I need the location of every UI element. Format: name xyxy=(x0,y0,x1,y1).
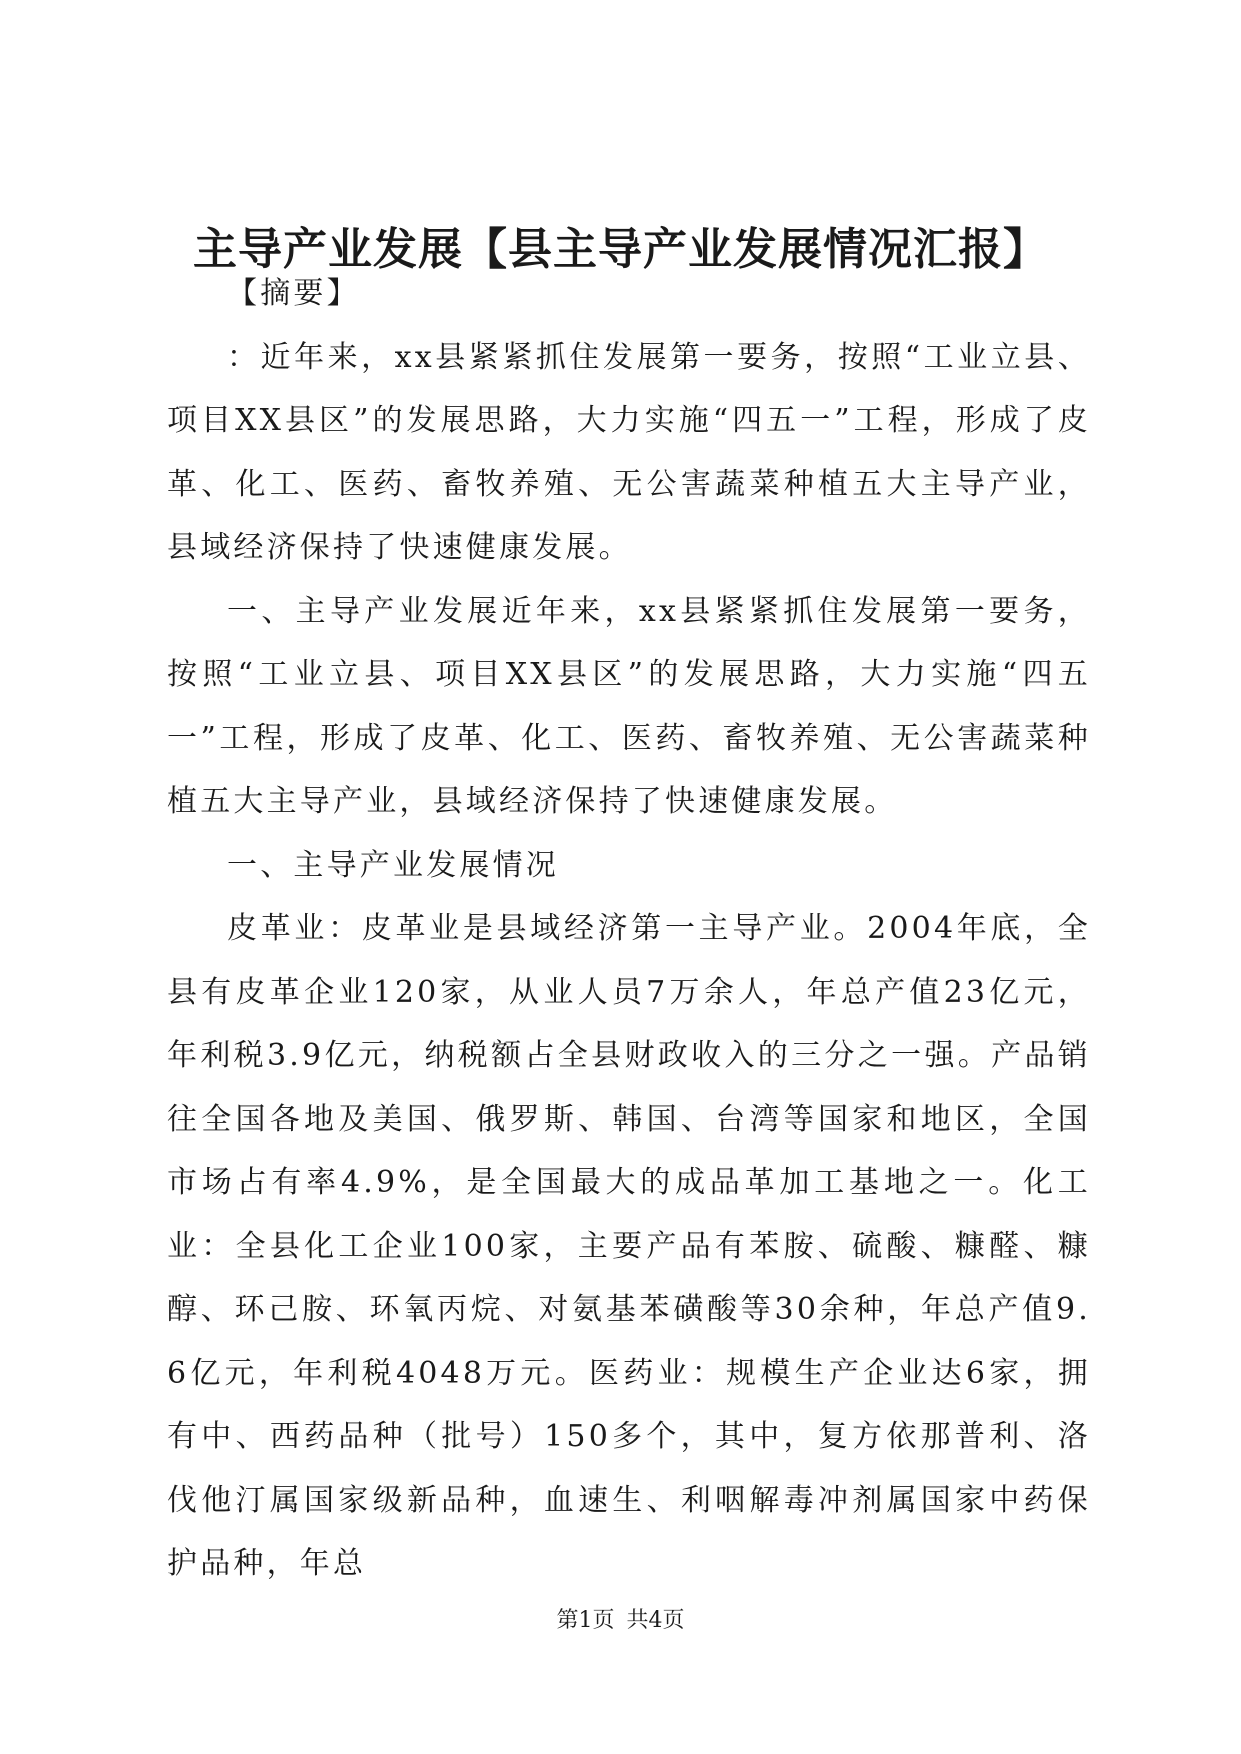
document-title: 主导产业发展【县主导产业发展情况汇报】 xyxy=(193,224,1048,275)
page-total: 共4页 xyxy=(626,1608,685,1633)
abstract-paragraph: ：近年来，xx县紧紧抓住发展第一要务，按照“工业立县、项目XX县区”的发展思路，大力实施“四五一”工程，形成了皮革、化工、医药、畜牧养殖、无公害蔬菜种植五大主导产业，县域经济保持了快速健康发展。 xyxy=(167,339,1091,565)
body-paragraph: 皮革业：皮革业是县域经济第一主导产业。2004年底，全县有皮革企业120家，从业人员7万余人，年总产值23亿元，年利税3.9亿元，纳税额占全县财政收入的三分之一强。产品销往全国各地及美国、俄罗斯、韩国、台湾等国家和地区，全国市场占有率4.9%，是全国最大的成品革加工基地之一。化工业：全县化工企业100家，主要产品有苯胺、硫酸、糠醛、糠醇、环己胺、环氧丙烷、对氨基苯磺酸等30余种，年总产值9.6亿元，年利税4048万元。医药业：规模生产企业达6家，拥有中、西药品种（批号）150多个，其中，复方依那普利、洛伐他汀属国家级新品种，血速生、利咽解毒冲剂属国家中药保护品种，年总 xyxy=(167,911,1091,1581)
section-heading: 一、主导产业发展情况 xyxy=(227,847,559,883)
body-paragraph: 一、主导产业发展近年来，xx县紧紧抓住发展第一要务，按照“工业立县、项目XX县区”的发展思路，大力实施“四五一”工程，形成了皮革、化工、医药、畜牧养殖、无公害蔬菜种植五大主导产业，县域经济保持了快速健康发展。 xyxy=(167,593,1091,819)
page-footer xyxy=(0,1606,1241,1636)
abstract-heading: 【摘要】 xyxy=(227,276,360,311)
page-number: 第1页 xyxy=(556,1608,615,1633)
document-body xyxy=(167,262,1091,1596)
